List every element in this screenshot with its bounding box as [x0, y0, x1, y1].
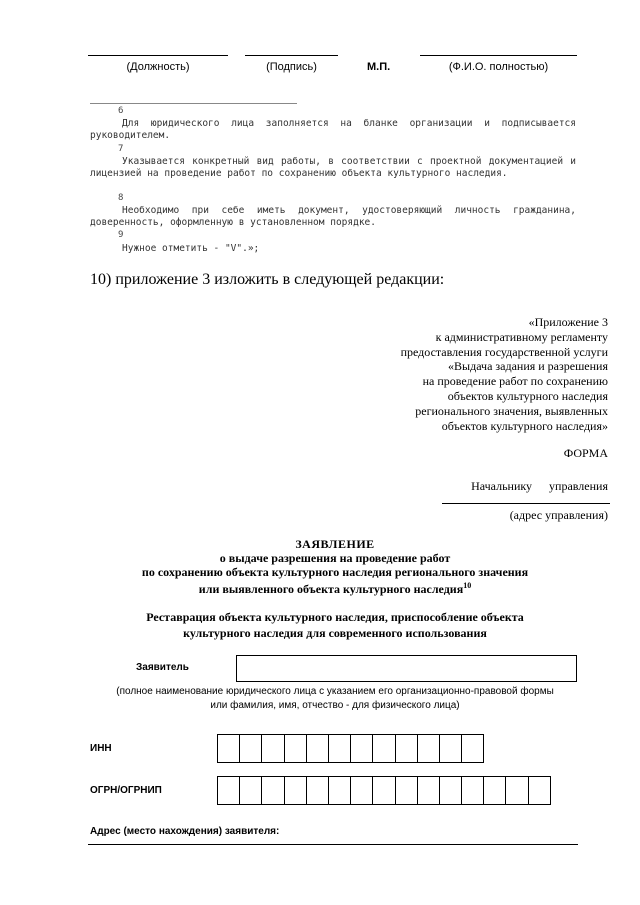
footnote-number: 7 — [118, 144, 124, 154]
appendix-line: к административному регламенту — [435, 329, 608, 344]
addressee-text: Начальнику управления — [471, 479, 608, 493]
ogrn-digit-cell[interactable] — [461, 776, 484, 805]
ogrn-digit-cell[interactable] — [417, 776, 440, 805]
inn-digit-cell[interactable] — [306, 734, 329, 763]
footnote-ref: 10 — [463, 581, 472, 590]
applicant-input[interactable] — [236, 655, 577, 682]
address-input[interactable] — [88, 838, 578, 845]
name-label: (Ф.И.О. полностью) — [448, 61, 549, 73]
ogrn-digit-cell[interactable] — [217, 776, 240, 805]
ogrn-digit-cell[interactable] — [306, 776, 329, 805]
statement-subtitle-text: или выявленного объекта культурного наследия — [198, 582, 464, 596]
stamp-label: М.П. — [367, 61, 391, 73]
statement-title-block — [90, 537, 580, 641]
address-label: Адрес (место нахождения) заявителя: — [90, 826, 280, 837]
inn-digit-cell[interactable] — [239, 734, 262, 763]
inn-digit-cell[interactable] — [395, 734, 418, 763]
appendix-line: предоставления государственной услуги — [400, 344, 608, 359]
ogrn-digit-cell[interactable] — [284, 776, 307, 805]
footnote-number: 6 — [118, 106, 124, 116]
inn-digit-cell[interactable] — [261, 734, 284, 763]
ogrn-digit-cell[interactable] — [372, 776, 395, 805]
ogrn-cells — [217, 776, 550, 805]
footnote-number: 9 — [118, 230, 124, 240]
statement-subtitle-line: по сохранению объекта культурного наследия регионального значения — [141, 564, 529, 579]
appendix-line: на проведение работ по сохранению — [422, 374, 608, 389]
ogrn-digit-cell[interactable] — [395, 776, 418, 805]
appendix-line: объектов культурного наследия — [447, 388, 608, 403]
ogrn-digit-cell[interactable] — [483, 776, 506, 805]
ogrn-digit-cell[interactable] — [439, 776, 462, 805]
ogrn-digit-cell[interactable] — [261, 776, 284, 805]
footnote-text: Необходимо при себе иметь документ, удостоверяющий личность гражданина, доверенность, оформленную в установленном порядке. — [90, 205, 576, 228]
statement-title: ЗАЯВЛЕНИЕ — [295, 537, 375, 551]
inn-digit-cell[interactable] — [461, 734, 484, 763]
inn-digit-cell[interactable] — [284, 734, 307, 763]
inn-digit-cell[interactable] — [372, 734, 395, 763]
signature-line — [245, 55, 338, 56]
ogrn-digit-cell[interactable] — [328, 776, 351, 805]
footnote-separator — [90, 103, 297, 104]
inn-digit-cell[interactable] — [417, 734, 440, 763]
addressee-line — [442, 503, 610, 504]
applicant-note-line: (полное наименование юридического лица с указанием его организационно-правовой формы — [116, 686, 554, 697]
ogrn-digit-cell[interactable] — [239, 776, 262, 805]
appendix-line: «Приложение 3 — [528, 315, 608, 329]
footnote-text: Указывается конкретный вид работы, в соответствии с проектной документацией и лицензией на проведение работ по сохранению объекта культурного наследия. — [90, 156, 576, 179]
applicant-label: Заявитель — [136, 662, 189, 673]
inn-label: ИНН — [90, 743, 112, 754]
form-label: ФОРМА — [563, 446, 608, 460]
applicant-value — [237, 656, 576, 668]
applicant-note-line: или фамилия, имя, отчество - для физического лица) — [210, 700, 460, 711]
footnote-text: Для юридического лица заполняется на бланке организации и подписывается руководителем. — [90, 118, 576, 141]
ogrn-digit-cell[interactable] — [350, 776, 373, 805]
inn-cells — [217, 734, 483, 763]
position-label: (Должность) — [126, 61, 190, 73]
ogrn-label: ОГРН/ОГРНИП — [90, 785, 162, 796]
name-line — [420, 55, 577, 56]
applicant-note — [75, 685, 595, 713]
footnote-number: 8 — [118, 193, 124, 203]
ogrn-digit-cell[interactable] — [505, 776, 528, 805]
statement-subtitle-line-3 — [90, 579, 580, 597]
statement-subtitle-line: о выдаче разрешения на проведение работ — [219, 551, 451, 565]
footnote-text: Нужное отметить - "V".»; — [122, 243, 260, 254]
work-type-line: Реставрация объекта культурного наследия, приспособление объекта — [146, 609, 524, 624]
signature-label: (Подпись) — [266, 61, 317, 73]
appendix-line: «Выдача задания и разрешения — [448, 359, 608, 374]
work-type-line: культурного наследия для современного использования — [183, 625, 487, 640]
amendment-item-10: 10) приложение 3 изложить в следующей редакции: — [90, 271, 445, 288]
position-line — [88, 55, 228, 56]
ogrn-digit-cell[interactable] — [528, 776, 551, 805]
inn-digit-cell[interactable] — [217, 734, 240, 763]
appendix-line: регионального значения, выявленных — [415, 403, 608, 418]
addressee-hint: (адрес управления) — [509, 508, 608, 522]
appendix-line: объектов культурного наследия» — [441, 418, 608, 433]
appendix-header — [328, 315, 608, 433]
inn-digit-cell[interactable] — [350, 734, 373, 763]
inn-digit-cell[interactable] — [328, 734, 351, 763]
inn-digit-cell[interactable] — [439, 734, 462, 763]
